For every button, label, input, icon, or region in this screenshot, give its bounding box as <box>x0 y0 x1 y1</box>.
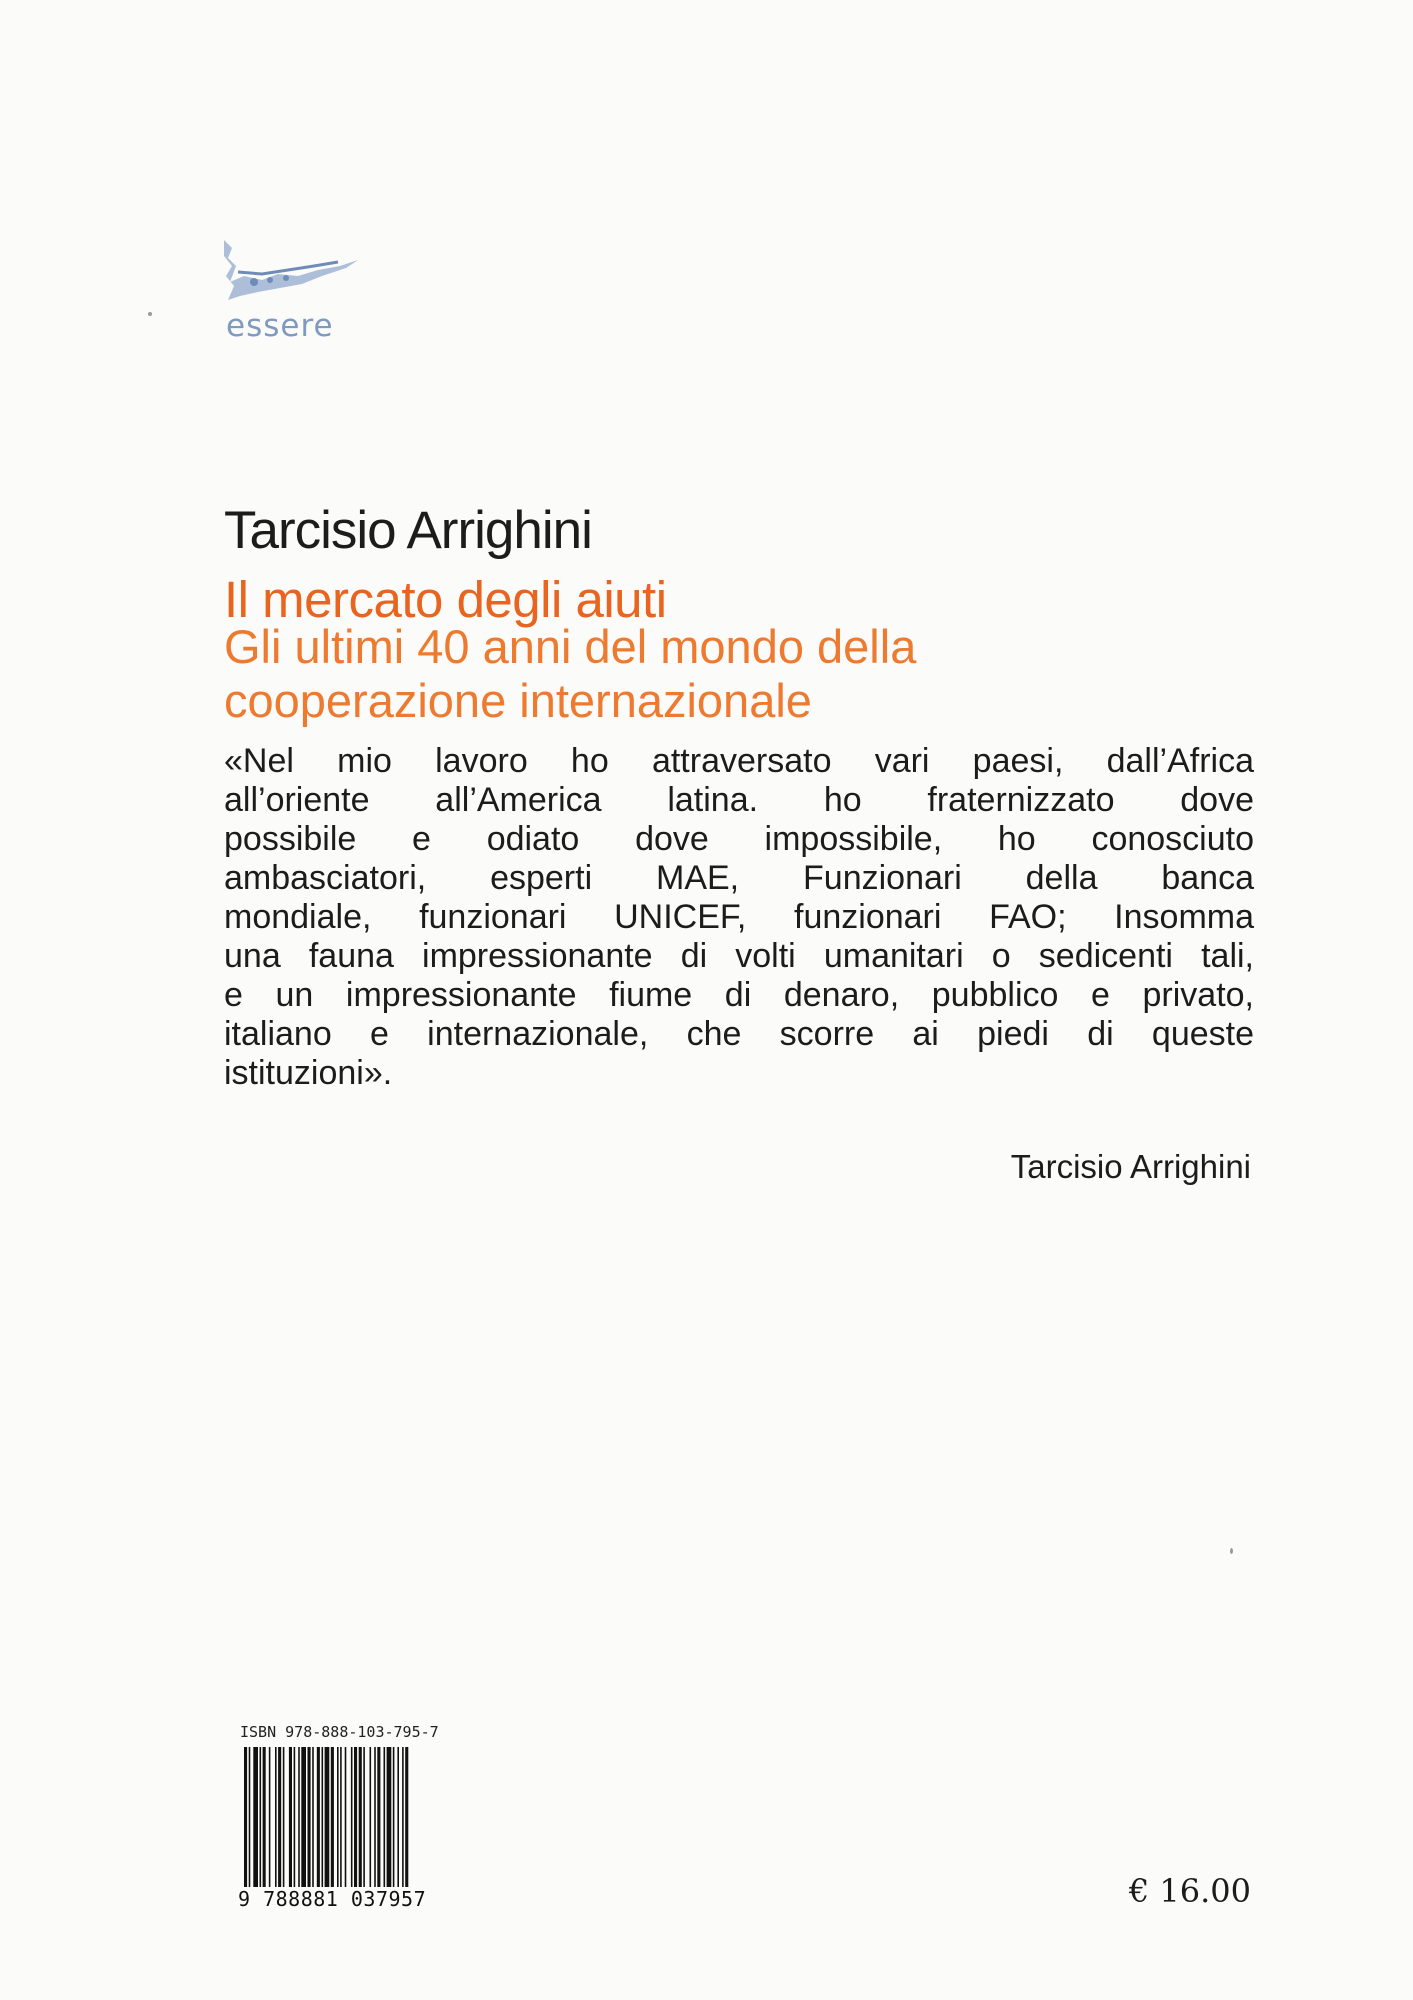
barcode-bar <box>331 1747 334 1887</box>
barcode-bar <box>351 1747 353 1887</box>
barcode-bar <box>244 1747 247 1887</box>
barcode-bar <box>317 1747 320 1887</box>
book-title: Il mercato degli aiuti <box>224 571 667 628</box>
barcode-bar <box>253 1747 258 1887</box>
isbn-barcode <box>238 1723 478 1913</box>
barcode-bar <box>308 1747 311 1887</box>
subtitle-line: cooperazione internazionale <box>224 674 812 727</box>
barcode-bar <box>260 1747 262 1887</box>
quote-line: all’oriente all’America latina. ho fraternizzato dove <box>224 781 1254 819</box>
barcode-bar <box>275 1747 277 1887</box>
publisher-logo <box>218 236 368 346</box>
barcode-bar <box>387 1747 392 1887</box>
barcode-bar <box>393 1747 395 1887</box>
subtitle-line: Gli ultimi 40 anni del mondo della <box>224 620 917 673</box>
barcode-bar <box>322 1747 324 1887</box>
barcode-bar <box>249 1747 251 1887</box>
barcode-bar <box>345 1747 347 1887</box>
scan-speck <box>1230 1548 1233 1554</box>
barcode-bar <box>363 1747 365 1887</box>
quote-line: e un impressionante fiume di denaro, pubblico e privato, <box>224 976 1254 1014</box>
quote-line: possibile e odiato dove impossibile, ho conosciuto <box>224 820 1254 858</box>
barcode-bar <box>359 1747 362 1887</box>
quote-line: mondiale, funzionari UNICEF, funzionari FAO; Insomma <box>224 898 1254 936</box>
barcode-bar <box>283 1747 285 1887</box>
quote-signature: Tarcisio Arrighini <box>1010 1148 1251 1185</box>
quote-line: istituzioni». <box>224 1054 393 1092</box>
barcode-bar <box>263 1747 266 1887</box>
barcode-bar <box>269 1747 271 1887</box>
publisher-name: essere <box>226 308 334 344</box>
barcode-bar <box>294 1747 296 1887</box>
barcode-bar <box>405 1747 408 1887</box>
quote-line: italiano e internazionale, che scorre ai piedi di queste <box>224 1015 1254 1053</box>
barcode-bar <box>298 1747 300 1887</box>
barcode-bar <box>374 1747 376 1887</box>
book-author: Tarcisio Arrighini <box>224 501 592 560</box>
book-subtitle <box>224 620 916 728</box>
barcode-bar <box>340 1747 342 1887</box>
barcode-bar <box>377 1747 380 1887</box>
barcode-bar <box>402 1747 404 1887</box>
barcode-bar <box>289 1747 292 1887</box>
quote-line: una fauna impressionante di volti umanitari o sedicenti tali, <box>224 937 1254 975</box>
book-price: € 16.00 <box>1128 1872 1251 1910</box>
quote-line: ambasciatori, esperti MAE, Funzionari della banca <box>224 859 1254 897</box>
barcode-bar <box>370 1747 372 1887</box>
ean-digits: 9 788881 037957 <box>238 1887 427 1911</box>
blurb-quote <box>224 742 1254 1093</box>
barcode-bar <box>384 1747 386 1887</box>
quote-line: «Nel mio lavoro ho attraversato vari paesi, dall’Africa <box>224 742 1254 780</box>
barcode-bar <box>301 1747 306 1887</box>
barcode-bar <box>337 1747 339 1887</box>
barcode-bars <box>244 1747 472 1887</box>
isbn-label: ISBN 978-888-103-795-7 <box>240 1723 439 1741</box>
barcode-bar <box>325 1747 330 1887</box>
barcode-bar <box>397 1747 399 1887</box>
bird-branch-icon <box>218 236 368 306</box>
barcode-bar <box>278 1747 281 1887</box>
barcode-bar <box>354 1747 357 1887</box>
barcode-bar <box>312 1747 314 1887</box>
scan-speck <box>148 312 152 316</box>
